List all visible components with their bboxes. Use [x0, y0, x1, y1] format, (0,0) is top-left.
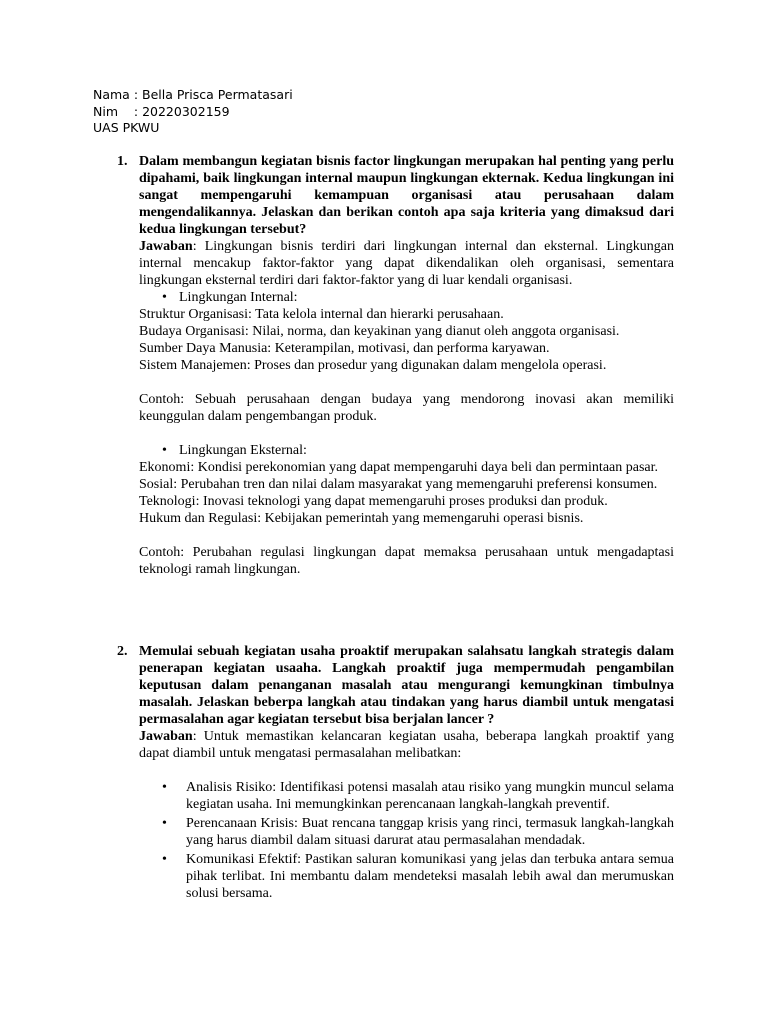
- question-1: [117, 153, 674, 578]
- student-nim: Nim : 20220302159: [93, 103, 230, 119]
- external-item: Sosial: Perubahan tren dan nilai dalam masyarakat yang memengaruhi preferensi konsumen.: [139, 477, 658, 492]
- answer-text: : Untuk memastikan kelancaran kegiatan usaha, beberapa langkah proaktif yang dapat diambil untuk mengatasi permasalahan melibatkan:: [139, 729, 674, 761]
- list-item: • Perencanaan Krisis: Buat rencana tanggap krisis yang rinci, termasuk langkah-langkah yang harus diambil dalam situasi darurat atau permasalahan mendadak.: [162, 816, 674, 848]
- external-example: Contoh: Perubahan regulasi lingkungan dapat memaksa perusahaan untuk mengadaptasi teknologi ramah lingkungan.: [139, 545, 674, 577]
- internal-item: Budaya Organisasi: Nilai, norma, dan keyakinan yang dianut oleh anggota organisasi.: [139, 324, 620, 339]
- answer-paragraph: [139, 238, 674, 289]
- list-item: • Analisis Risiko: Identifikasi potensi masalah atau risiko yang mungkin muncul selama kegiatan usaha. Ini memungkinkan perencanaan langkah-langkah preventif.: [162, 780, 674, 812]
- bullet-icon: •: [162, 290, 167, 305]
- question-number: 2.: [117, 644, 128, 659]
- internal-example: Contoh: Sebuah perusahaan dengan budaya yang mendorong inovasi akan memiliki keunggulan dalam pengembangan produk.: [139, 392, 674, 424]
- question-text: Memulai sebuah kegiatan usaha proaktif merupakan salahsatu langkah strategis dalam penerapan kegiatan usaaha. Langkah proaktif juga mempermudah pengambilan keputusan dalam penanganan masalah atau mengurangi kemungkinan timbulnya masalah. Jelaskan beberpa langkah atau tindakan yang harus diambil untuk mengatasi permasalahan agar kegiatan tersebut bisa berjalan lancer ?: [139, 644, 674, 727]
- answer-label: Jawaban: [139, 239, 193, 254]
- external-item: Teknologi: Inovasi teknologi yang dapat memengaruhi proses produksi dan produk.: [139, 494, 608, 509]
- external-item: Hukum dan Regulasi: Kebijakan pemerintah yang memengaruhi operasi bisnis.: [139, 511, 584, 526]
- steps-list: [139, 779, 674, 902]
- question-text: Dalam membangun kegiatan bisnis factor lingkungan merupakan hal penting yang perlu dipahami, baik lingkungan internal maupun lingkungan ekternak. Kedua lingkungan ini sangat mempengaruhi kemampuan organisasi atau perusahaan dalam mengendalikannya. Jelaskan dan berikan contoh apa saja kriteria yang dimaksud dari kedua lingkungan tersebut?: [139, 154, 674, 237]
- student-name: Nama : Bella Prisca Permatasari: [93, 87, 293, 102]
- question-number: 1.: [117, 154, 128, 169]
- answer-paragraph: [139, 728, 674, 762]
- answer-label: Jawaban: [139, 729, 193, 744]
- internal-item: Sumber Daya Manusia: Keterampilan, motivasi, dan performa karyawan.: [139, 341, 550, 356]
- bullet-icon: •: [162, 816, 167, 831]
- list-item: • Komunikasi Efektif: Pastikan saluran komunikasi yang jelas dan terbuka antara semua pihak terlibat. Ini membantu dalam mendeteksi masalah lebih awal dan merumuskan solusi bersama.: [162, 852, 674, 901]
- external-item: Ekonomi: Kondisi perekonomian yang dapat mempengaruhi daya beli dan permintaan pasar.: [139, 460, 659, 475]
- internal-item: Sistem Manajemen: Proses dan prosedur yang digunakan dalam mengelola operasi.: [139, 358, 607, 373]
- bullet-icon: •: [162, 443, 167, 458]
- student-info: [93, 87, 293, 137]
- section-heading-external: • Lingkungan Eksternal:: [162, 443, 307, 458]
- course-title: UAS PKWU: [93, 120, 160, 135]
- question-2: [117, 643, 674, 904]
- section-heading-internal: • Lingkungan Internal:: [162, 290, 298, 305]
- bullet-icon: •: [162, 780, 167, 795]
- answer-text: : Lingkungan bisnis terdiri dari lingkungan internal dan eksternal. Lingkungan internal mencakup faktor-faktor yang dapat dikendalikan oleh organisasi, sementara lingkungan eksternal terdiri dari faktor-faktor yang di luar kendali organisasi.: [139, 239, 674, 288]
- bullet-icon: •: [162, 852, 167, 867]
- internal-item: Struktur Organisasi: Tata kelola internal dan hierarki perusahaan.: [139, 307, 504, 322]
